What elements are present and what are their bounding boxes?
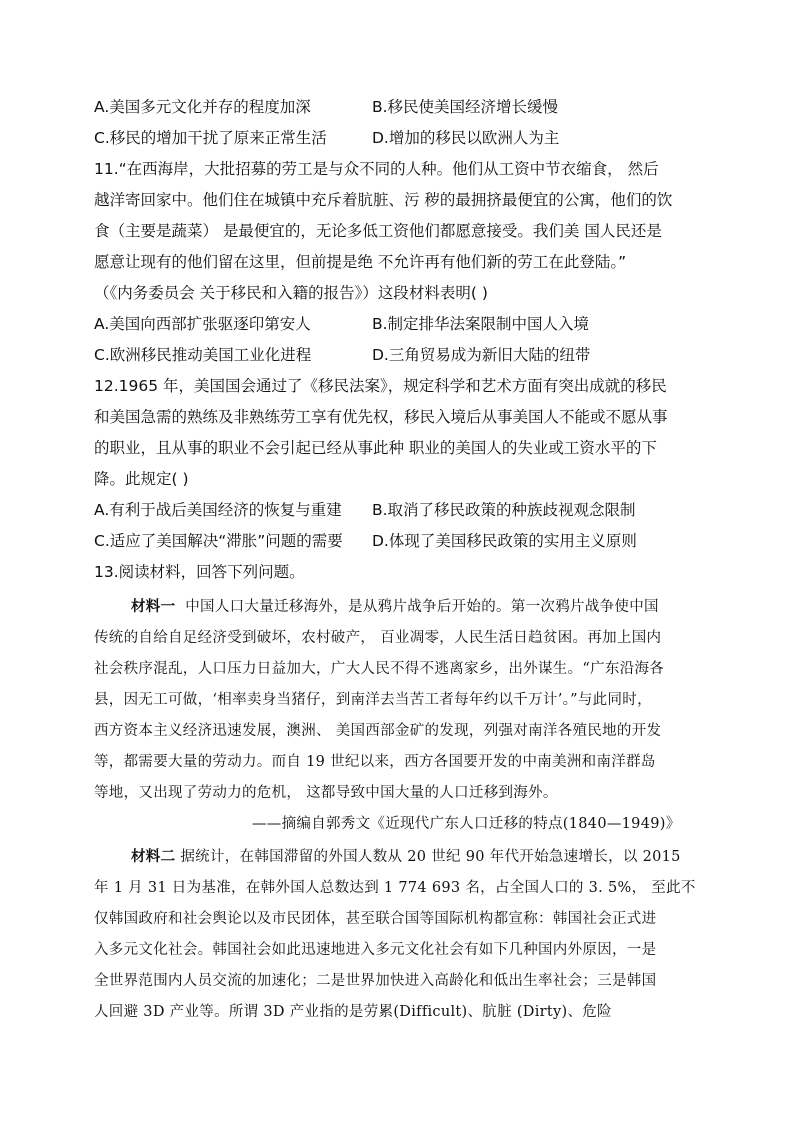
material-two-line: 年 1 月 31 日为基准，在韩外国人总数达到 1 774 693 名，占全国人口的 3. 5%， 至此不 [94,880,696,896]
material-two-line: 全世界范围内人员交流的加速化；二是世界加快进入高龄化和低出生率社会；三是韩国 [94,973,657,989]
material-one-line: 西方资本主义经济迅速发展，澳洲、 美国西部金矿的发现，列强对南洋各殖民地的开发 [94,723,662,739]
q12-stem-line: 的职业，且从事的职业不会引起已经从事此种 职业的美国人的失业或工资水平的下 [94,439,657,457]
material-two-first-line [131,847,681,867]
material-one-source: ——摘编自郭秀文《近现代广东人口迁移的特点(1840—1949)》 [252,816,681,832]
q13-stem: 13.阅读材料，回答下列问题。 [94,563,305,581]
q10-option-d: D.增加的移民以欧洲人为主 [372,129,560,147]
material-one-first-line [131,597,659,617]
material-one-text: 中国人口大量迁移海外，是从鸦片战争后开始的。第一次鸦片战争使中国 [185,599,659,615]
q11-option-c: C.欧洲移民推动美国工业化进程 [94,346,312,364]
q10-option-a: A.美国多元文化并存的程度加深 [94,98,311,116]
material-one-line: 等，都需要大量的劳动力。而自 19 世纪以来，西方各国要开发的中南美洲和南洋群岛 [94,754,656,770]
q12-option-d: D.体现了美国移民政策的实用主义原则 [372,532,637,550]
material-one-line: 等地，又出现了劳动力的危机， 这都导致中国大量的人口迁移到海外。 [94,785,558,801]
material-one-line: 传统的自给自足经济受到破坏，农村破产， 百业凋零，人民生活日趋贫困。再加上国内 [94,630,662,646]
q11-stem-line: 食（主要是蔬菜） 是最便宜的，无论多低工资他们都愿意接受。我们美 国人民还是 [94,222,662,240]
material-one-label: 材料一 [131,598,176,615]
q11-option-a: A.美国向西部扩张驱逐印第安人 [94,315,311,333]
q11-option-d: D.三角贸易成为新旧大陆的纽带 [372,346,591,364]
q10-option-b: B.移民使美国经济增长缓慢 [372,98,559,116]
material-two-line: 人回避 3D 产业等。所谓 3D 产业指的是劳累(Difficult)、肮脏 (Dirty)、危险 [94,1004,612,1020]
q11-option-b: B.制定排华法案限制中国人入境 [372,315,590,333]
material-two-line: 入多元文化社会。韩国社会如此迅速地进入多元文化社会有如下几种国内外原因，一是 [94,942,657,958]
q12-stem-line: 和美国急需的熟练及非熟练劳工享有优先权，移民入境后从事美国人不能或不愿从事 [94,408,668,426]
material-two-label: 材料二 [131,848,176,865]
q12-option-b: B.取消了移民政策的种族歧视观念限制 [372,501,636,519]
q12-stem-line: 降。此规定( ) [94,470,189,488]
q10-option-c: C.移民的增加干扰了原来正常生活 [94,129,327,147]
q12-option-c: C.适应了美国解决“滞胀”问题的需要 [94,532,343,550]
q11-stem-line: 越洋寄回家中。他们住在城镇中充斥着肮脏、污 秽的最拥挤最便宜的公寓，他们的饮 [94,191,673,209]
q12-stem-line: 12.1965 年，美国国会通过了《移民法案》，规定科学和艺术方面有突出成就的移民 [94,377,667,395]
q11-stem-line: 愿意让现有的他们留在这里，但前提是绝 不允许再有他们新的劳工在此登陆。” [94,253,627,271]
material-two-line: 仅韩国政府和社会舆论以及市民团体，甚至联合国等国际机构都宣称：韩国社会正式进 [94,911,657,927]
material-one-line: 社会秩序混乱，人口压力日益加大，广大人民不得不逃离家乡，出外谋生。“广东沿海各 [94,661,665,677]
material-two-text: 据统计，在韩国滞留的外国人数从 20 世纪 90 年代开始急速增长，以 2015 [180,849,681,865]
q11-stem-line: 11.“在西海岸，大批招募的劳工是与众不同的人种。他们从工资中节衣缩食， 然后 [94,160,659,178]
material-one-line: 县，因无工可做，‘相率卖身当猪仔，到南洋去当苦工者每年约以千万计’。”与此同时， [94,692,652,708]
q12-option-a: A.有利于战后美国经济的恢复与重建 [94,501,342,519]
q11-stem-line: （《内务委员会 关于移民和入籍的报告》）这段材料表明( ) [94,284,488,302]
